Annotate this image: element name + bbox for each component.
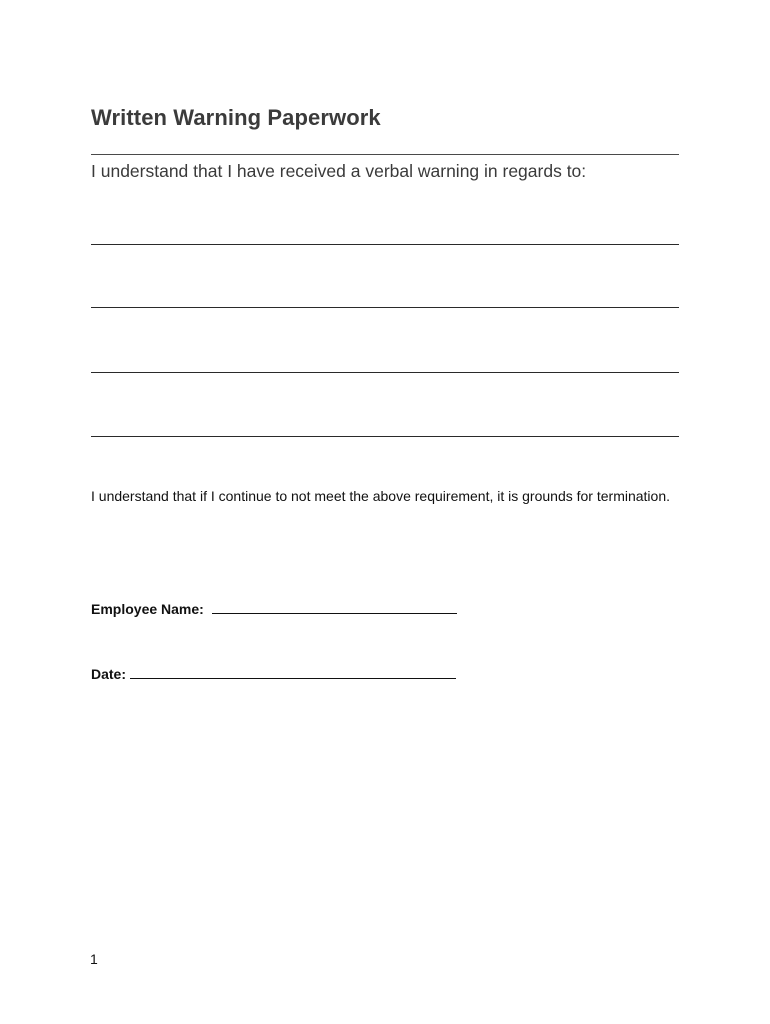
page-number: 1: [90, 951, 98, 967]
employee-name-row: [91, 601, 457, 617]
verbal-warning-statement: I understand that I have received a verbal warning in regards to:: [91, 161, 587, 181]
warning-reason-line-3[interactable]: [91, 372, 679, 373]
title-divider: [91, 154, 679, 155]
warning-reason-line-1[interactable]: [91, 244, 679, 245]
date-label: Date:: [91, 666, 127, 682]
date-field[interactable]: [130, 678, 456, 679]
warning-reason-line-4[interactable]: [91, 436, 679, 437]
date-row: [91, 666, 456, 682]
termination-statement: I understand that if I continue to not meet the above requirement, it is grounds for termination.: [91, 488, 670, 504]
employee-name-field[interactable]: [212, 613, 457, 614]
document-title: Written Warning Paperwork: [91, 105, 381, 130]
warning-reason-line-2[interactable]: [91, 307, 679, 308]
employee-name-label: Employee Name:: [91, 601, 204, 617]
